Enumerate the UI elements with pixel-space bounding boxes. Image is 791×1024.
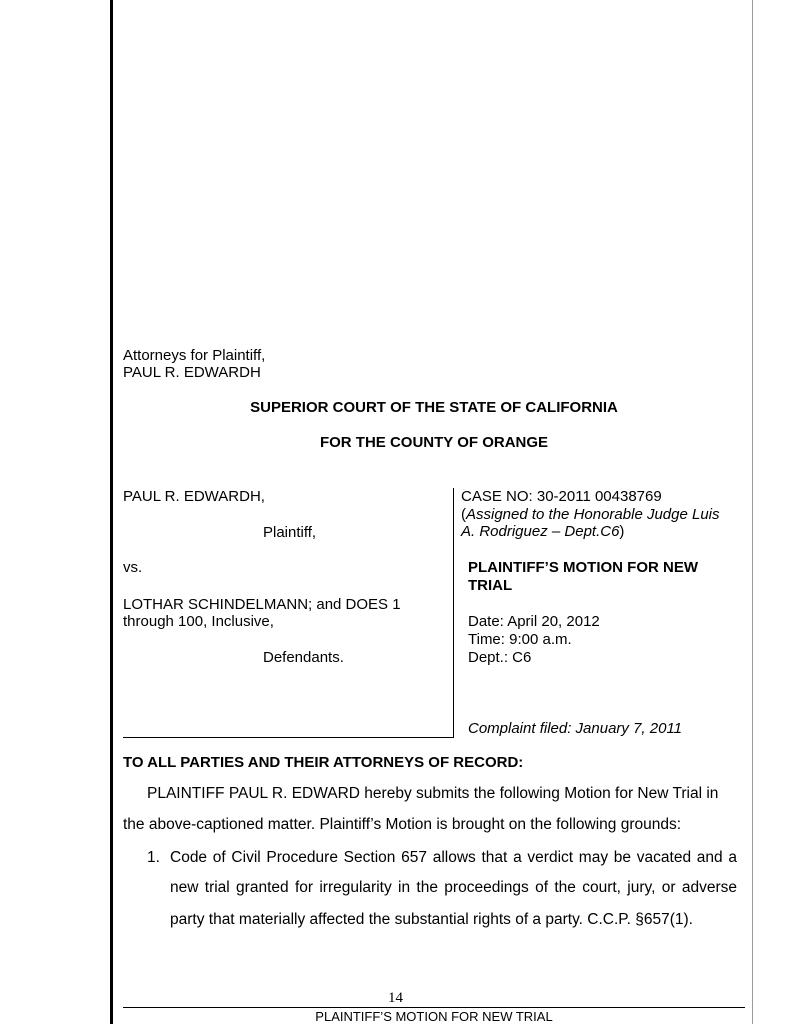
court-name: SUPERIOR COURT OF THE STATE OF CALIFORNIA	[250, 399, 618, 416]
page-number: 14	[388, 990, 403, 1006]
versus-label: vs.	[123, 559, 143, 576]
attorneys-for-label: Attorneys for Plaintiff,	[123, 347, 266, 364]
motion-title: PLAINTIFF’S MOTION FOR NEW	[468, 559, 698, 576]
defendants-names: LOTHAR SCHINDELMANN; and DOES 1	[123, 596, 401, 613]
plaintiff-name: PAUL R. EDWARDH,	[123, 488, 265, 505]
left-margin-rule	[110, 0, 113, 1024]
motion-title-cont: TRIAL	[468, 577, 513, 594]
plaintiff-role: Plaintiff,	[263, 524, 317, 541]
caption-vertical-divider	[453, 488, 454, 737]
hearing-dept: Dept.: C6	[468, 649, 532, 666]
judge-assignment-cont: A. Rodriguez – Dept.C6)	[461, 523, 625, 540]
intro-paragraph: PLAINTIFF PAUL R. EDWARD hereby submits the following Motion for New Trial in	[147, 785, 719, 802]
hearing-date: Date: April 20, 2012	[468, 613, 600, 630]
judge-assignment: (Assigned to the Honorable Judge Luis	[461, 506, 720, 523]
caption-bottom-rule	[123, 737, 454, 738]
footer-rule	[123, 1007, 745, 1008]
intro-paragraph-cont: the above-captioned matter. Plaintiff’s Motion is brought on the following grounds:	[123, 816, 682, 833]
ground-item-text-end: party that materially affected the substantial rights of a party. C.C.P. §657(1).	[170, 911, 693, 928]
attorney-client-name: PAUL R. EDWARDH	[123, 364, 261, 381]
court-county: FOR THE COUNTY OF ORANGE	[319, 434, 549, 451]
case-number: CASE NO: 30-2011 00438769	[461, 488, 662, 505]
defendants-role: Defendants.	[263, 649, 344, 666]
salutation: TO ALL PARTIES AND THEIR ATTORNEYS OF RECORD:	[123, 754, 524, 771]
hearing-time: Time: 9:00 a.m.	[468, 631, 572, 648]
right-margin-rule	[752, 0, 753, 1024]
ground-item-text: Code of Civil Procedure Section 657 allows that a verdict may be vacated and a	[170, 849, 737, 866]
defendants-names-cont: through 100, Inclusive,	[123, 613, 274, 630]
complaint-filed-date: Complaint filed: January 7, 2011	[468, 720, 683, 737]
ground-item-text-cont: new trial granted for irregularity in the proceedings of the court, jury, or adverse	[170, 879, 737, 896]
footer-document-title: PLAINTIFF’S MOTION FOR NEW TRIAL	[315, 1009, 553, 1024]
ground-item-number: 1.	[147, 849, 160, 866]
